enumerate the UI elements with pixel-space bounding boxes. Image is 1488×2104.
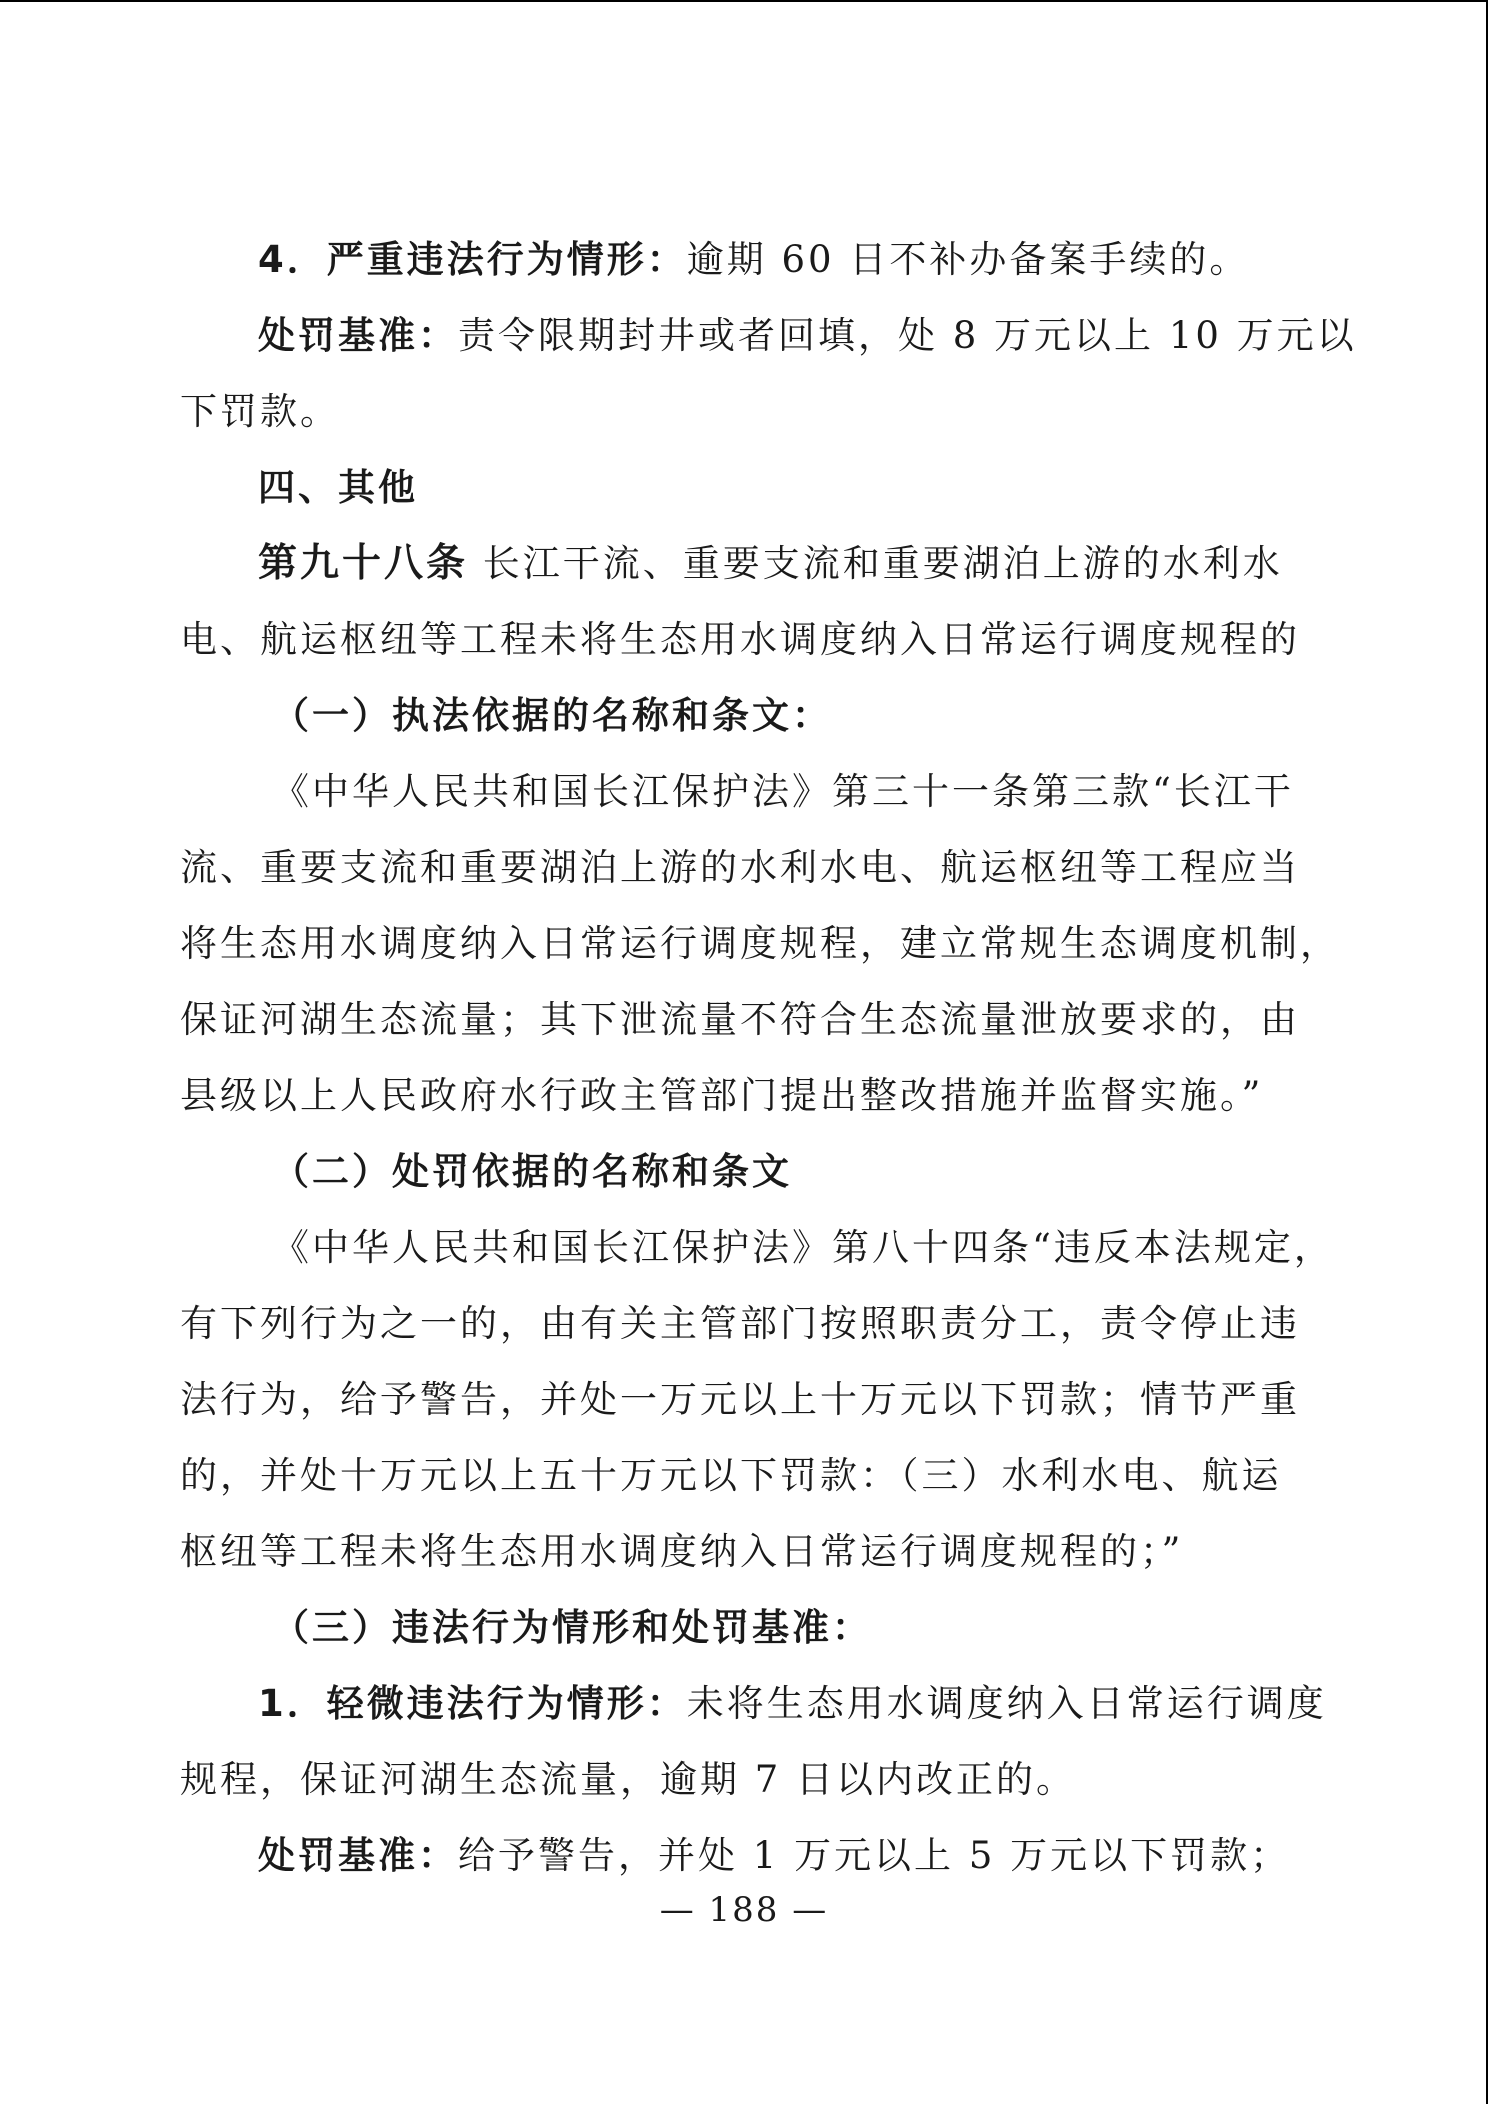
section-heading-other: [258, 458, 1310, 518]
item-1-label: 1．轻微违法行为情形：: [258, 1682, 687, 1725]
paragraph-text: 有下列行为之一的，由有关主管部门按照职责分工，责令停止违: [180, 1302, 1300, 1345]
subheading-violation-standards: [272, 1598, 1310, 1658]
paragraph-text: 下罚款。: [180, 390, 340, 433]
paragraph-line: [180, 1446, 1310, 1506]
page-number: — 188 —: [659, 1890, 829, 1930]
item-1-minor-violation: [258, 1674, 1327, 1734]
paragraph-text: 《中华人民共和国长江保护法》第三十一条第三款“长江干: [272, 770, 1294, 813]
paragraph-text: 流、重要支流和重要湖泊上游的水利水电、航运枢纽等工程应当: [180, 846, 1300, 889]
paragraph-line: [180, 382, 1310, 442]
paragraph-line: [180, 1370, 1310, 1430]
article-98-heading: [258, 534, 1310, 594]
penalty-standard-text: 责令限期封井或者回填，处 8 万元以上 10 万元以: [458, 314, 1357, 357]
paragraph-text: 县级以上人民政府水行政主管部门提出整改措施并监督实施。”: [180, 1074, 1264, 1117]
paragraph-line: [180, 1522, 1310, 1582]
article-98-text: 长江干流、重要支流和重要湖泊上游的水利水: [468, 542, 1283, 585]
subheading-text: （二）处罚依据的名称和条文: [272, 1150, 792, 1193]
article-98-label: 第九十八条: [258, 541, 469, 586]
penalty-standard-line: [258, 1826, 1310, 1886]
paragraph-line: [180, 990, 1310, 1050]
paragraph-text: 保证河湖生态流量；其下泄流量不符合生态流量泄放要求的，由: [180, 998, 1300, 1041]
paragraph-line: [180, 610, 1310, 670]
item-1-text: 未将生态用水调度纳入日常运行调度: [686, 1682, 1327, 1725]
paragraph-text: 规程，保证河湖生态流量，逾期 7 日以内改正的。: [180, 1758, 1077, 1801]
item-4-label: 4．严重违法行为情形：: [258, 238, 687, 281]
paragraph-line: [272, 762, 1310, 822]
paragraph-text: 《中华人民共和国长江保护法》第八十四条“违反本法规定，: [272, 1226, 1334, 1269]
paragraph-text: 的，并处十万元以上五十万元以下罚款：（三）水利水电、航运: [180, 1454, 1282, 1497]
penalty-standard-text: 给予警告，并处 1 万元以上 5 万元以下罚款；: [458, 1834, 1291, 1877]
subheading-enforcement-basis: [272, 686, 1310, 746]
subheading-penalty-basis: [272, 1142, 1310, 1202]
paragraph-line: [180, 838, 1310, 898]
paragraph-line: [180, 1294, 1310, 1354]
subheading-text: （三）违法行为情形和处罚基准：: [272, 1606, 872, 1649]
paragraph-text: 将生态用水调度纳入日常运行调度规程，建立常规生态调度机制，: [180, 922, 1340, 965]
paragraph-text: 法行为，给予警告，并处一万元以上十万元以下罚款；情节严重: [180, 1378, 1300, 1421]
penalty-standard-label: 处罚基准：: [258, 314, 458, 357]
item-4-text: 逾期 60 日不补办备案手续的。: [686, 238, 1250, 281]
penalty-standard-label: 处罚基准：: [258, 1834, 458, 1877]
paragraph-line: [272, 1218, 1334, 1278]
section-heading-text: 四、其他: [258, 466, 418, 509]
paragraph-text: 电、航运枢纽等工程未将生态用水调度纳入日常运行调度规程的: [180, 618, 1300, 661]
item-4-severe-violation: [258, 230, 1310, 290]
subheading-text: （一）执法依据的名称和条文：: [272, 694, 832, 737]
penalty-standard-line: [258, 306, 1357, 366]
paragraph-line: [180, 1750, 1310, 1810]
paragraph-text: 枢纽等工程未将生态用水调度纳入日常运行调度规程的；”: [180, 1530, 1184, 1573]
paragraph-line: [180, 1066, 1310, 1126]
paragraph-line: [180, 914, 1340, 974]
